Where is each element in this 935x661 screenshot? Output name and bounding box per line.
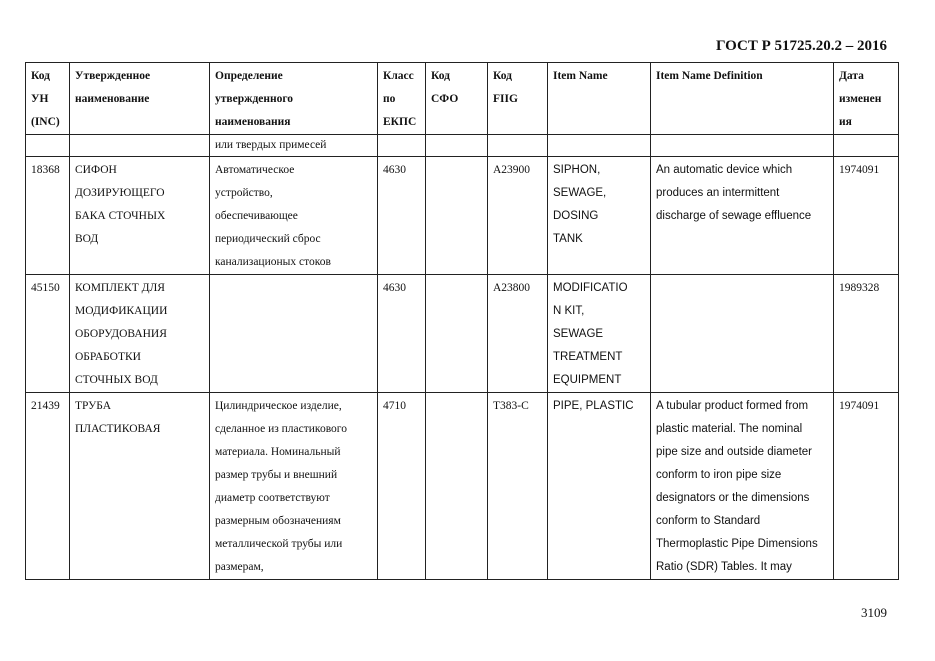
header-line: (INC) — [31, 116, 60, 128]
name-cell — [70, 275, 210, 393]
cell-line: conform to Standard — [656, 515, 761, 527]
cell-line: TANK — [553, 233, 583, 245]
name-cell — [70, 393, 210, 580]
class-cell: 4710 — [378, 393, 426, 580]
cell-line: SEWAGE, — [553, 187, 607, 199]
item-name-cell — [548, 393, 651, 580]
name-cell — [70, 135, 210, 157]
cell-line: ПЛАСТИКОВАЯ — [75, 423, 161, 435]
definition-cell — [210, 135, 378, 157]
cell-line: Thermoplastic Pipe Dimensions — [656, 538, 818, 550]
cell-line: Цилиндрическое изделие, — [215, 400, 342, 412]
cell-line: периодический сброс — [215, 233, 321, 245]
fiig-cell: T383-C — [488, 393, 548, 580]
cell-line: или твердых примесей — [215, 139, 327, 151]
fiig-cell: A23900 — [488, 157, 548, 275]
cell-line: produces an intermittent — [656, 187, 780, 199]
header-line: Код — [493, 70, 513, 82]
page-number: 3109 — [861, 605, 887, 620]
item-definition-cell — [651, 393, 834, 580]
cell-line: An automatic device which — [656, 164, 793, 176]
cell-line: A tubular product formed from — [656, 400, 809, 412]
cell-line: EQUIPMENT — [553, 374, 622, 386]
header-line: по — [383, 93, 396, 105]
cell-line: обеспечивающее — [215, 210, 298, 222]
header-line: Item Name — [553, 70, 608, 82]
class-cell: 4630 — [378, 157, 426, 275]
cell-line: TREATMENT — [553, 351, 623, 363]
header-line: наименование — [75, 93, 150, 105]
fiig-cell: A23800 — [488, 275, 548, 393]
header-line: УН — [31, 93, 49, 105]
item-name-cell — [548, 275, 651, 393]
header-line: Код — [31, 70, 51, 82]
inc-cell: 18368 — [26, 157, 70, 275]
col-header-class — [378, 63, 426, 135]
cell-line: ВОД — [75, 233, 99, 245]
cell-line: СИФОН — [75, 164, 117, 176]
inc-cell: 21439 — [26, 393, 70, 580]
cell-line: Ratio (SDR) Tables. It may — [656, 561, 792, 573]
cell-line: Автоматическое — [215, 164, 295, 176]
cell-line: N KIT, — [553, 305, 585, 317]
item-name-cell — [548, 157, 651, 275]
header-line: FIIG — [493, 93, 518, 105]
table-row — [26, 393, 899, 580]
cell-line: PIPE, PLASTIC — [553, 400, 634, 412]
header-row — [26, 63, 899, 135]
header-line: утвержденного — [215, 93, 294, 105]
item-definition-cell — [651, 275, 834, 393]
table-row — [26, 157, 899, 275]
class-cell — [378, 135, 426, 157]
header-line: СФО — [431, 93, 459, 105]
inc-cell: 45150 — [26, 275, 70, 393]
date-cell — [834, 135, 899, 157]
cell-line: размерам, — [215, 561, 264, 573]
cell-line: диаметр соответствуют — [215, 492, 330, 504]
cell-line: ОБРАБОТКИ — [75, 351, 141, 363]
cell-line: SIPHON, — [553, 164, 601, 176]
cell-line: МОДИФИКАЦИИ — [75, 305, 168, 317]
col-header-date — [834, 63, 899, 135]
header-line: изменен — [839, 93, 882, 105]
cell-line: размерным обозначениям — [215, 515, 341, 527]
cell-line: conform to iron pipe size — [656, 469, 782, 481]
sfo-cell — [426, 157, 488, 275]
date-cell: 1974091 — [834, 157, 899, 275]
date-cell: 1989328 — [834, 275, 899, 393]
header-line: Определение — [215, 70, 283, 82]
header-line: Дата — [839, 70, 864, 82]
definition-cell — [210, 275, 378, 393]
cell-line: материала. Номинальный — [215, 446, 341, 458]
item-name-cell — [548, 135, 651, 157]
col-header-fiig — [488, 63, 548, 135]
item-definition-cell — [651, 157, 834, 275]
document-code: ГОСТ Р 51725.20.2 – 2016 — [715, 38, 887, 54]
cell-line: MODIFICATIO — [553, 282, 628, 294]
cell-line: размер трубы и внешний — [215, 469, 338, 481]
sfo-cell — [426, 393, 488, 580]
table-row — [26, 135, 899, 157]
cell-line: pipe size and outside diameter — [656, 446, 812, 458]
header-line: Item Name Definition — [656, 70, 763, 82]
cell-line: SEWAGE — [553, 328, 604, 340]
col-header-item-name — [548, 63, 651, 135]
cell-line: ОБОРУДОВАНИЯ — [75, 328, 167, 340]
cell-line: designators or the dimensions — [656, 492, 810, 504]
header-line: наименования — [215, 116, 291, 128]
cell-line: ДОЗИРУЮЩЕГО — [75, 187, 165, 199]
col-header-name — [70, 63, 210, 135]
item-definition-cell — [651, 135, 834, 157]
col-header-item-definition — [651, 63, 834, 135]
header-line: ия — [839, 116, 852, 128]
header-line: ЕКПС — [383, 116, 417, 128]
name-cell — [70, 157, 210, 275]
table-row — [26, 275, 899, 393]
cell-line: DOSING — [553, 210, 599, 222]
col-header-sfo — [426, 63, 488, 135]
sfo-cell — [426, 275, 488, 393]
header-line: Код — [431, 70, 451, 82]
cell-line: устройство, — [215, 187, 273, 199]
cell-line: БАКА СТОЧНЫХ — [75, 210, 166, 222]
cell-line: канализационых стоков — [215, 256, 331, 268]
fiig-cell — [488, 135, 548, 157]
cell-line: ТРУБА — [75, 400, 112, 412]
cell-line: КОМПЛЕКТ ДЛЯ — [75, 282, 165, 294]
sfo-cell — [426, 135, 488, 157]
definition-cell — [210, 157, 378, 275]
col-header-definition — [210, 63, 378, 135]
header-line: Утвержденное — [75, 70, 151, 82]
cell-line: discharge of sewage effluence — [656, 210, 812, 222]
col-header-inc — [26, 63, 70, 135]
inc-cell — [26, 135, 70, 157]
cell-line: СТОЧНЫХ ВОД — [75, 374, 158, 386]
header-line: Класс — [383, 70, 414, 82]
cell-line: сделанное из пластикового — [215, 423, 347, 435]
cell-line: plastic material. The nominal — [656, 423, 803, 435]
date-cell: 1974091 — [834, 393, 899, 580]
definition-cell — [210, 393, 378, 580]
classification-table — [25, 62, 899, 580]
class-cell: 4630 — [378, 275, 426, 393]
cell-line: металлической трубы или — [215, 538, 343, 550]
